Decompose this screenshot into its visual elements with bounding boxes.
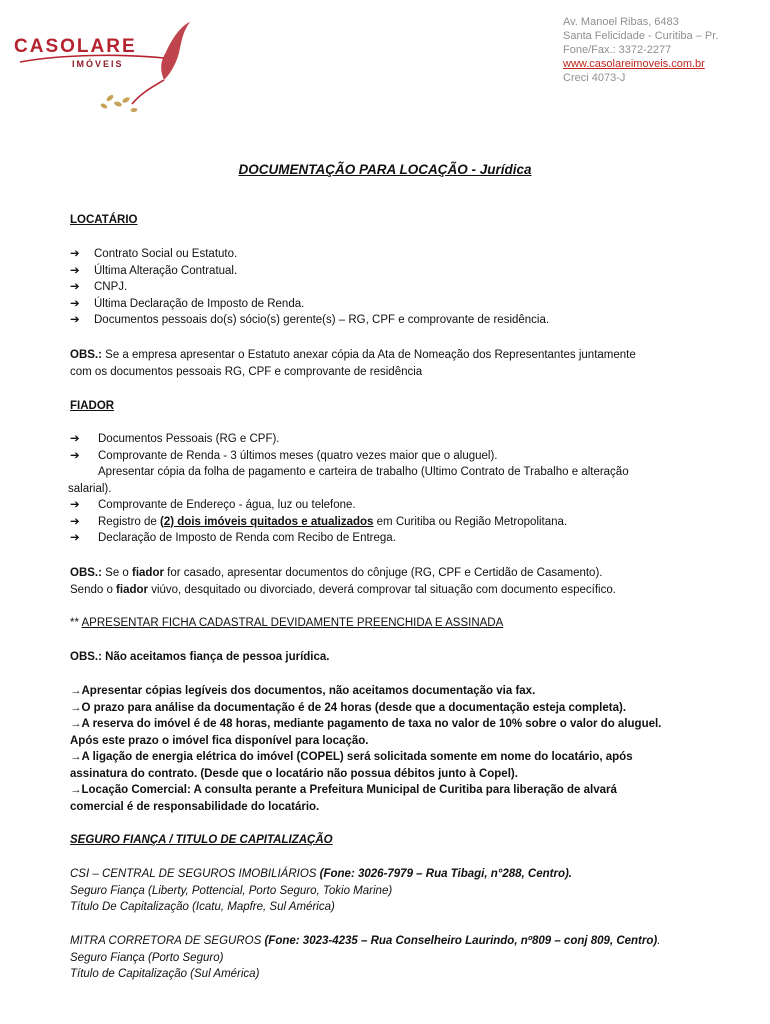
list-item: ➔ CNPJ. [70, 279, 549, 296]
note-line: Após este prazo o imóvel fica disponível para locação. [70, 734, 369, 747]
locatario-list [70, 246, 549, 329]
website-link[interactable]: www.casolareimoveis.com.br [563, 58, 705, 70]
seguro-heading: SEGURO FIANÇA / TITULO DE CAPITALIZAÇÃO [70, 834, 333, 846]
document-title: DOCUMENTAÇÃO PARA LOCAÇÃO - Jurídica [238, 162, 532, 177]
note-line: →O prazo para análise da documentação é de 24 horas (desde que a documentação esteja completa). [70, 701, 627, 714]
contact-block [563, 15, 763, 85]
arrow-right-icon: ➔ [70, 297, 80, 310]
notes-block [70, 683, 661, 815]
ficha-cadastral-notice: ** APRESENTAR FICHA CADASTRAL DEVIDAMENTE PREENCHIDA E ASSINADA [70, 617, 504, 629]
note-line: →Locação Comercial: A consulta perante a Prefeitura Municipal de Curitiba para liberação de alvará [70, 784, 617, 796]
note-line: assinatura do contrato. (Desde que o locatário não possua débitos junto à Copel). [70, 767, 518, 780]
arrow-right-icon: ➔ [70, 532, 80, 544]
list-item: ➔ Comprovante de Renda - 3 últimos meses (quatro vezes maior que o aluguel). [70, 448, 629, 465]
logo-brand-name: CASOLARE [14, 36, 137, 57]
list-item: ➔ Registro de (2) dois imóveis quitados e atualizados em Curitiba ou Região Metropolitana. [70, 514, 629, 531]
list-item: ➔ Comprovante de Endereço - água, luz ou telefone. [70, 497, 629, 514]
note-line: →A reserva do imóvel é de 48 horas, mediante pagamento de taxa no valor de 10% sobre o valor do aluguel. [70, 718, 662, 730]
bird-logo-icon [14, 14, 194, 124]
list-item: ➔ Declaração de Imposto de Renda com Recibo de Entrega. [70, 530, 629, 547]
arrow-right-icon: ➔ [70, 433, 80, 445]
arrow-right-icon: ➔ [70, 499, 80, 511]
note-line: →A ligação de energia elétrica do imóvel (COPEL) será solicitada somente em nome do locatário, após [70, 751, 633, 763]
list-item: ➔ Documentos pessoais do(s) sócio(s) gerente(s) – RG, CPF e comprovante de residência. [70, 312, 549, 329]
csi-block: CSI – CENTRAL DE SEGUROS IMOBILIÁRIOS (Fone: 3026-7979 – Rua Tibagi, n°288, Centro). Seguro Fiança (Liberty, Pottencial, Porto Seguro, Tokio Marine) Título De Capitalização (Icatu, Mapfre, Sul América) [70, 868, 573, 913]
locatario-heading: LOCATÁRIO [70, 214, 138, 226]
obs-fianca-juridica: OBS.: Não aceitamos fiança de pessoa jurídica. [70, 651, 330, 663]
arrow-right-icon: ➔ [70, 248, 80, 260]
note-line: →Apresentar cópias legíveis dos documentos, não aceitamos documentação via fax. [70, 685, 536, 697]
list-item: ➔ Última Alteração Contratual. [70, 263, 549, 280]
arrow-right-icon: ➔ [70, 515, 80, 528]
fiador-obs: OBS.: Se o fiador for casado, apresentar documentos do cônjuge (RG, CPF e Certidão de Casamento). Sendo o fiador viúvo, desquitado ou divorciado, deverá comprovar tal situação com documento específico. [70, 567, 616, 596]
creci-line: Creci 4073-J [563, 72, 626, 84]
fiador-heading: FIADOR [70, 400, 115, 412]
locatario-obs: OBS.: Se a empresa apresentar o Estatuto anexar cópia da Ata de Nomeação dos Representantes juntamente com os documentos pessoais RG, CPF e comprovante de residência [70, 349, 636, 378]
fiador-list: ➔ Documentos Pessoais (RG e CPF). ➔ Comprovante de Renda - 3 últimos meses (quatro vezes maior que o aluguel). Apresentar cópia da folha de pagamento e carteira de trabalho (Ultimo Contrato de Trabalho e alteração salarial). ➔ Comprovante de Endereço - água, luz ou telefone. ➔ Registro de (2) dois imóveis quitados e atualizados em Curitiba ou Região Metropolitana. ➔ Declaração de Imposto de Renda com Recibo de Entrega. [70, 431, 629, 547]
arrow-right-icon: ➔ [70, 449, 80, 462]
list-item: ➔ Documentos Pessoais (RG e CPF). [70, 431, 629, 448]
casolare-logo [14, 14, 194, 124]
list-item: ➔ Contrato Social ou Estatuto. [70, 246, 549, 263]
arrow-right-icon: ➔ [70, 281, 80, 293]
logo-brand-sub: IMÓVEIS [72, 59, 124, 69]
arrow-right-icon: ➔ [70, 264, 80, 277]
city-line: Santa Felicidade - Curitiba – Pr. [563, 30, 719, 42]
list-item: ➔ Última Declaração de Imposto de Renda. [70, 296, 549, 313]
phone-line: Fone/Fax.: 3372-2277 [563, 44, 672, 56]
note-line: comercial é de responsabilidade do locatário. [70, 800, 320, 813]
address-line: Av. Manoel Ribas, 6483 [563, 16, 679, 28]
mitra-block: MITRA CORRETORA DE SEGUROS (Fone: 3023-4235 – Rua Conselheiro Laurindo, nº809 – conj 809, Centro). Seguro Fiança (Porto Seguro) Título de Capitalização (Sul América) [70, 935, 661, 980]
arrow-right-icon: ➔ [70, 314, 80, 326]
